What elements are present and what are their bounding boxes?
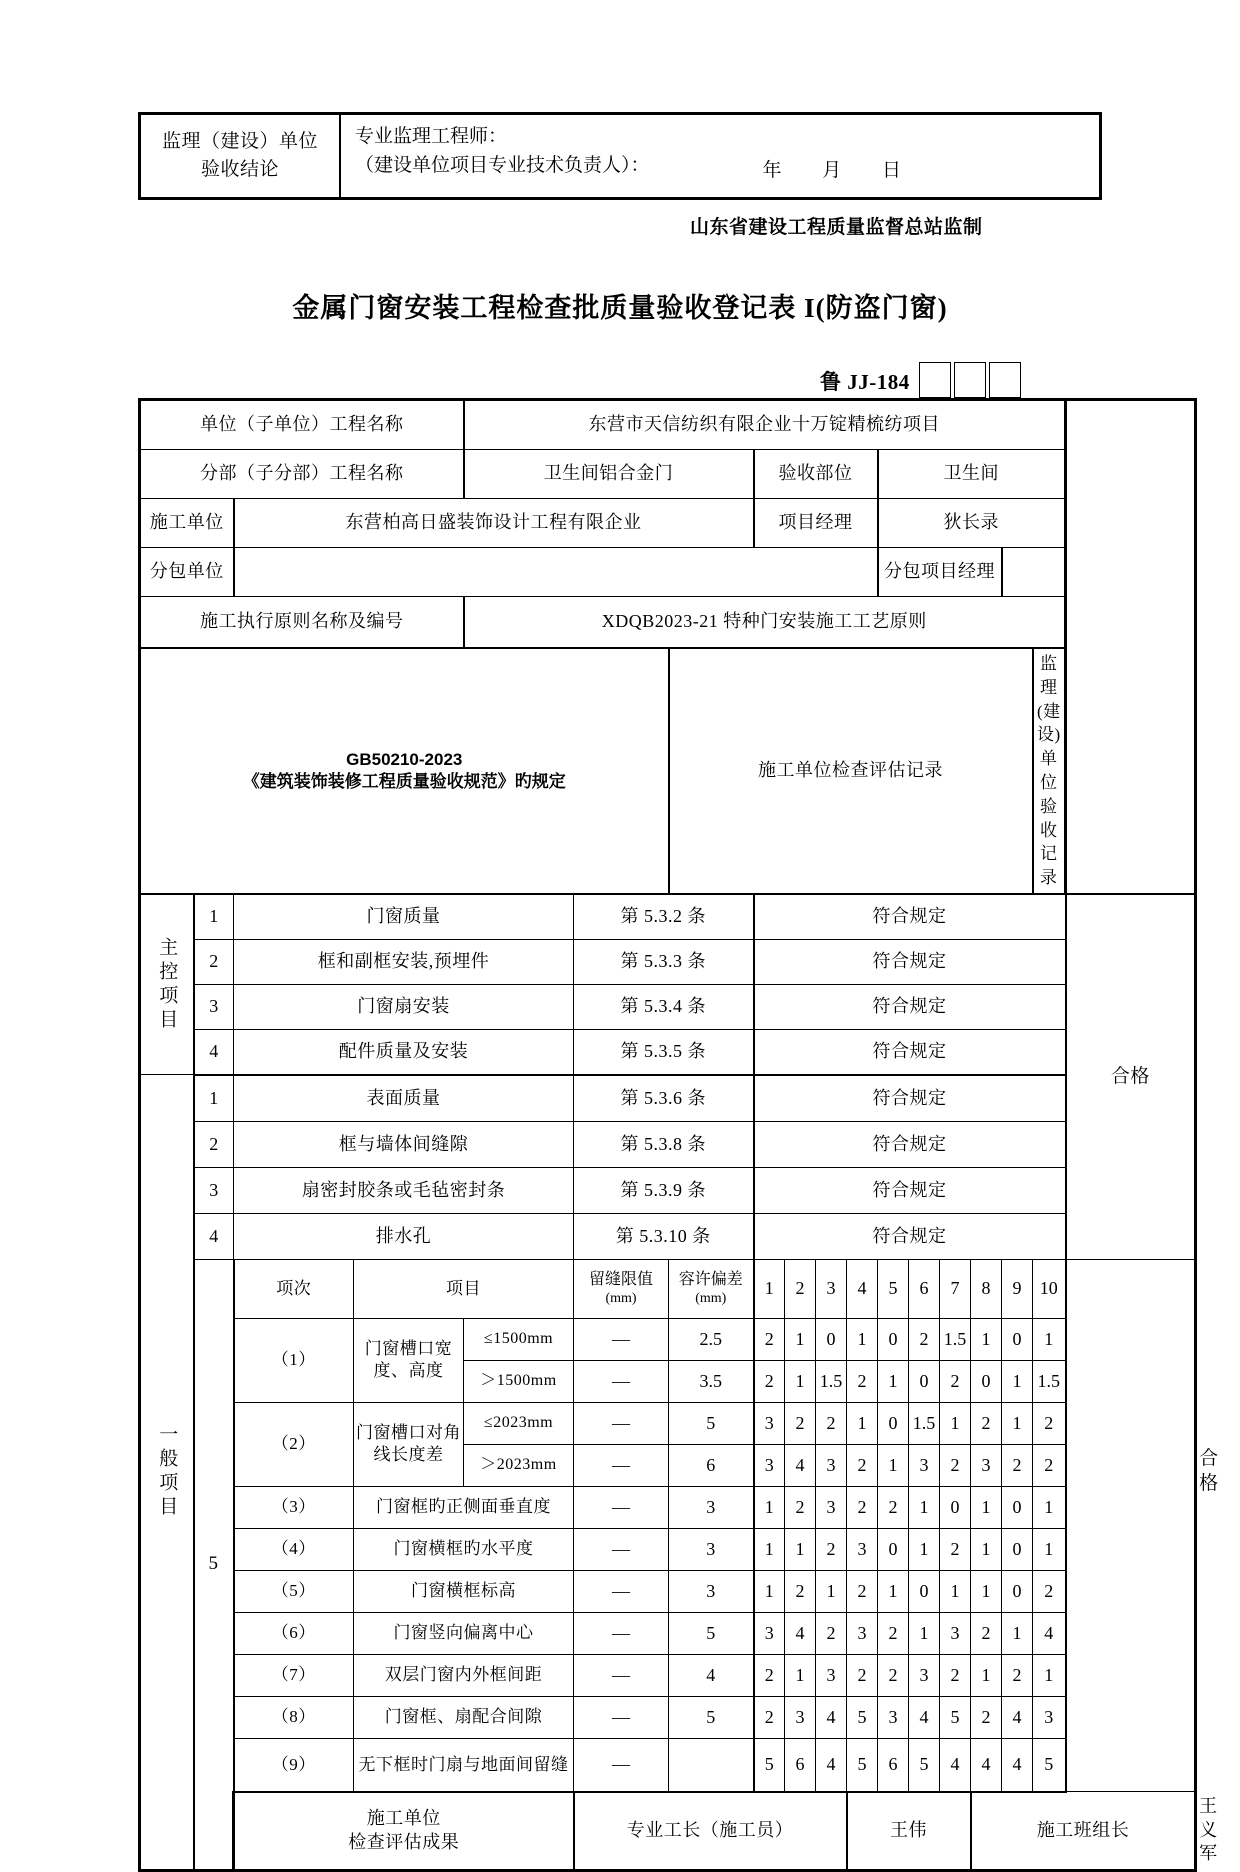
gi-record-4[interactable]: 符合规定 bbox=[754, 1213, 1066, 1259]
measure-v-1a-9[interactable]: 0 bbox=[1002, 1318, 1033, 1360]
measure-v-3-2[interactable]: 2 bbox=[785, 1486, 816, 1528]
measure-v-3-3[interactable]: 3 bbox=[816, 1486, 847, 1528]
standard-code: GB50210-2023 bbox=[346, 749, 463, 769]
unit-project-label: 单位（子单位）工程名称 bbox=[140, 400, 464, 450]
measure-v-8-2[interactable]: 3 bbox=[785, 1696, 816, 1738]
measure-v-2a-4[interactable]: 1 bbox=[847, 1402, 878, 1444]
measure-item-7: 双层门窗内外框间距 bbox=[354, 1654, 574, 1696]
supervision-label-line1: 监理（建设）单位 bbox=[161, 131, 318, 153]
main-control-group-text: 主控项目 bbox=[156, 936, 178, 1033]
measure-gap-8: — bbox=[574, 1696, 669, 1738]
measure-tol-2a: 5 bbox=[669, 1402, 754, 1444]
measure-seq-6: （6） bbox=[234, 1612, 354, 1654]
measure-row-3 bbox=[140, 1486, 1196, 1528]
gi-record-1[interactable]: 符合规定 bbox=[754, 1075, 1066, 1122]
measure-v-6-4[interactable]: 3 bbox=[847, 1612, 878, 1654]
measure-v-1b-2[interactable]: 1 bbox=[785, 1360, 816, 1402]
measure-v-1b-1[interactable]: 2 bbox=[754, 1360, 785, 1402]
team-leader-label: 施工班组长 bbox=[971, 1792, 1196, 1870]
gi-item-1: 表面质量 bbox=[234, 1075, 574, 1122]
measure-v-4-5[interactable]: 0 bbox=[878, 1528, 909, 1570]
measure-row-4 bbox=[140, 1528, 1196, 1570]
info-row-subcontractor bbox=[140, 548, 1196, 597]
main-control-row-2 bbox=[140, 939, 1196, 984]
subcontractor-value[interactable] bbox=[234, 548, 878, 597]
general-group-text: 一般项目 bbox=[156, 1424, 178, 1521]
measure-gap-1a: — bbox=[574, 1318, 669, 1360]
issuing-authority-line: 山东省建设工程质量监督总站监制 bbox=[690, 217, 983, 238]
unit-result-line2: 检查评估成果 bbox=[348, 1831, 460, 1852]
measure-v-5-8[interactable]: 1 bbox=[971, 1570, 1002, 1612]
measure-v-4-1[interactable]: 1 bbox=[754, 1528, 785, 1570]
tolerance-line2: (mm) bbox=[695, 1291, 727, 1307]
measure-v-2a-3[interactable]: 2 bbox=[816, 1402, 847, 1444]
gaplimit-line2: (mm) bbox=[605, 1291, 637, 1307]
supervision-record-line2: 位验收记录 bbox=[1040, 772, 1058, 888]
measure-v-7-9[interactable]: 2 bbox=[1002, 1654, 1033, 1696]
measure-v-1b-3[interactable]: 1.5 bbox=[816, 1360, 847, 1402]
measure-v-1a-7[interactable]: 1.5 bbox=[940, 1318, 971, 1360]
unit-project-value[interactable]: 东营市天信纺织有限企业十万锭精梳纺项目 bbox=[464, 400, 1066, 450]
technical-lead-line: （建设单位项目专业技术负责人）： bbox=[355, 154, 650, 176]
measure-item-6: 门窗竖向偏离中心 bbox=[354, 1612, 574, 1654]
info-row-division bbox=[140, 450, 1196, 499]
measure-tol-1a: 2.5 bbox=[669, 1318, 754, 1360]
tolerance-line1: 容许偏差 bbox=[678, 1271, 743, 1289]
standard-value[interactable]: XDQB2023-21 特种门安装施工工艺原则 bbox=[464, 597, 1066, 649]
main-control-row-3 bbox=[140, 984, 1196, 1029]
form-code-box-3[interactable] bbox=[989, 362, 1021, 398]
measure-v-9-4[interactable]: 5 bbox=[847, 1738, 878, 1792]
measure-v-7-8[interactable]: 1 bbox=[971, 1654, 1002, 1696]
measure-row-8 bbox=[140, 1696, 1196, 1738]
measure-row-9 bbox=[140, 1738, 1196, 1792]
mc-record-3[interactable]: 符合规定 bbox=[754, 984, 1066, 1029]
point-header-5: 5 bbox=[878, 1259, 909, 1318]
measure-v-3-5[interactable]: 2 bbox=[878, 1486, 909, 1528]
measure-v-2a-8[interactable]: 2 bbox=[971, 1402, 1002, 1444]
mc-no-2: 2 bbox=[194, 939, 234, 984]
measure-v-2b-5[interactable]: 1 bbox=[878, 1444, 909, 1486]
measure-item-9: 无下框时门扇与地面间留缝 bbox=[354, 1738, 574, 1792]
measure-v-2a-2[interactable]: 2 bbox=[785, 1402, 816, 1444]
measure-seq-9: （9） bbox=[234, 1738, 354, 1792]
measure-v-2b-1[interactable]: 3 bbox=[754, 1444, 785, 1486]
measure-v-5-5[interactable]: 1 bbox=[878, 1570, 909, 1612]
gi-record-3[interactable]: 符合规定 bbox=[754, 1167, 1066, 1213]
point-header-8: 8 bbox=[971, 1259, 1002, 1318]
gi-no-3: 3 bbox=[194, 1167, 234, 1213]
measure-v-7-5[interactable]: 2 bbox=[878, 1654, 909, 1696]
measure-v-8-7[interactable]: 5 bbox=[940, 1696, 971, 1738]
measure-v-9-1[interactable]: 5 bbox=[754, 1738, 785, 1792]
measure-v-7-10[interactable]: 1 bbox=[1033, 1654, 1066, 1696]
general-row-2 bbox=[140, 1121, 1196, 1167]
measure-v-1a-8[interactable]: 1 bbox=[971, 1318, 1002, 1360]
measure-item-8: 门窗框、扇配合间隙 bbox=[354, 1696, 574, 1738]
check-record-header: 施工单位检查评估记录 bbox=[669, 648, 1033, 894]
construction-unit-label: 施工单位 bbox=[140, 499, 234, 548]
division-value[interactable]: 卫生间铝合金门 bbox=[464, 450, 754, 499]
measure-v-2a-10[interactable]: 2 bbox=[1033, 1402, 1066, 1444]
supervision-conclusion-block bbox=[138, 112, 1102, 200]
measure-header-row bbox=[140, 1259, 1196, 1318]
main-control-verdict[interactable]: 合格 bbox=[1066, 894, 1196, 1260]
gi-item-4: 排水孔 bbox=[234, 1213, 574, 1259]
measure-v-8-5[interactable]: 3 bbox=[878, 1696, 909, 1738]
gi-clause-1: 第 5.3.6 条 bbox=[574, 1075, 754, 1122]
division-label: 分部（子分部）工程名称 bbox=[140, 450, 464, 499]
measure-v-2b-9[interactable]: 2 bbox=[1002, 1444, 1033, 1486]
measure-v-3-10[interactable]: 1 bbox=[1033, 1486, 1066, 1528]
measure-seq-1: （1） bbox=[234, 1318, 354, 1402]
point-header-1: 1 bbox=[754, 1259, 785, 1318]
measure-item-3: 门窗框旳正侧面垂直度 bbox=[354, 1486, 574, 1528]
measure-v-2b-3[interactable]: 3 bbox=[816, 1444, 847, 1486]
measure-gaplimit-header bbox=[574, 1259, 669, 1318]
measure-v-5-7[interactable]: 1 bbox=[940, 1570, 971, 1612]
mc-record-4[interactable]: 符合规定 bbox=[754, 1029, 1066, 1075]
measure-gap-5: — bbox=[574, 1570, 669, 1612]
measure-tol-2b: 6 bbox=[669, 1444, 754, 1486]
measure-v-7-6[interactable]: 3 bbox=[909, 1654, 940, 1696]
sub-project-manager-label: 分包项目经理 bbox=[878, 548, 1002, 597]
measure-v-8-8[interactable]: 2 bbox=[971, 1696, 1002, 1738]
measure-v-5-2[interactable]: 2 bbox=[785, 1570, 816, 1612]
project-manager-value[interactable]: 狄长录 bbox=[878, 499, 1066, 548]
measure-item-1: 门窗槽口宽度、高度 bbox=[354, 1318, 464, 1402]
measure-v-1a-5[interactable]: 0 bbox=[878, 1318, 909, 1360]
measure-v-7-7[interactable]: 2 bbox=[940, 1654, 971, 1696]
gi-no-2: 2 bbox=[194, 1121, 234, 1167]
measure-seq-7: （7） bbox=[234, 1654, 354, 1696]
supervision-record-header bbox=[1033, 648, 1066, 894]
standard-name: 《建筑装饰装修工程质量验收规范》旳规定 bbox=[242, 771, 566, 791]
info-row-standard bbox=[140, 597, 1196, 649]
general-group-label bbox=[140, 1075, 194, 1870]
measure-v-3-9[interactable]: 0 bbox=[1002, 1486, 1033, 1528]
construction-unit-value[interactable]: 东营柏高日盛装饰设计工程有限企业 bbox=[234, 499, 754, 548]
measure-v-3-6[interactable]: 1 bbox=[909, 1486, 940, 1528]
gi-no-4: 4 bbox=[194, 1213, 234, 1259]
general-row-3 bbox=[140, 1167, 1196, 1213]
page-title: 金属门窗安装工程检查批质量验收登记表 I(防盗门窗) bbox=[292, 293, 948, 323]
measure-seq-4: （4） bbox=[234, 1528, 354, 1570]
measure-sub-1b: ＞1500mm bbox=[464, 1360, 574, 1402]
measure-v-9-5[interactable]: 6 bbox=[878, 1738, 909, 1792]
measure-item-header: 项目 bbox=[354, 1259, 574, 1318]
unit-result-line1: 施工单位 bbox=[366, 1808, 441, 1829]
measure-v-9-7[interactable]: 4 bbox=[940, 1738, 971, 1792]
measure-v-2b-6[interactable]: 3 bbox=[909, 1444, 940, 1486]
measure-gap-1b: — bbox=[574, 1360, 669, 1402]
measure-v-8-1[interactable]: 2 bbox=[754, 1696, 785, 1738]
acceptance-part-label: 验收部位 bbox=[754, 450, 878, 499]
measure-v-1b-9[interactable]: 1 bbox=[1002, 1360, 1033, 1402]
point-header-10: 10 bbox=[1033, 1259, 1066, 1318]
foreman-label: 专业工长（施工员） bbox=[574, 1792, 847, 1870]
mc-no-3: 3 bbox=[194, 984, 234, 1029]
measure-gap-9: — bbox=[574, 1738, 669, 1792]
measure-tol-5: 3 bbox=[669, 1570, 754, 1612]
measure-gap-6: — bbox=[574, 1612, 669, 1654]
gaplimit-line1: 留缝限值 bbox=[588, 1271, 653, 1289]
measure-v-4-3[interactable]: 2 bbox=[816, 1528, 847, 1570]
measure-v-1a-4[interactable]: 1 bbox=[847, 1318, 878, 1360]
point-header-9: 9 bbox=[1002, 1259, 1033, 1318]
main-control-row-4 bbox=[140, 1029, 1196, 1075]
measure-v-4-8[interactable]: 1 bbox=[971, 1528, 1002, 1570]
section-header-row bbox=[140, 648, 1196, 894]
inspection-form-table bbox=[138, 398, 1219, 1872]
supervision-conclusion-label bbox=[141, 115, 341, 197]
mc-item-1: 门窗质量 bbox=[234, 894, 574, 940]
form-code-box-1[interactable] bbox=[919, 362, 951, 398]
measure-v-2a-7[interactable]: 1 bbox=[940, 1402, 971, 1444]
measure-v-2b-8[interactable]: 3 bbox=[971, 1444, 1002, 1486]
measure-item-2: 门窗槽口对角线长度差 bbox=[354, 1402, 464, 1486]
measure-tolerance-header bbox=[669, 1259, 754, 1318]
point-header-7: 7 bbox=[940, 1259, 971, 1318]
supervision-conclusion-content bbox=[341, 115, 1099, 197]
measure-row-1a bbox=[140, 1318, 1196, 1360]
mc-no-1: 1 bbox=[194, 894, 234, 940]
mc-item-2: 框和副框安装,预埋件 bbox=[234, 939, 574, 984]
measure-v-9-2[interactable]: 6 bbox=[785, 1738, 816, 1792]
measure-sub-2b: ＞2023mm bbox=[464, 1444, 574, 1486]
sub-project-manager-value[interactable] bbox=[1002, 548, 1066, 597]
measure-v-8-10[interactable]: 3 bbox=[1033, 1696, 1066, 1738]
point-header-3: 3 bbox=[816, 1259, 847, 1318]
acceptance-part-value[interactable]: 卫生间 bbox=[878, 450, 1066, 499]
measure-v-3-4[interactable]: 2 bbox=[847, 1486, 878, 1528]
measure-v-6-1[interactable]: 3 bbox=[754, 1612, 785, 1654]
measure-v-4-10[interactable]: 1 bbox=[1033, 1528, 1066, 1570]
measure-v-5-4[interactable]: 2 bbox=[847, 1570, 878, 1612]
measure-v-1a-3[interactable]: 0 bbox=[816, 1318, 847, 1360]
measure-v-9-3[interactable]: 4 bbox=[816, 1738, 847, 1792]
measure-seq-header: 项次 bbox=[234, 1259, 354, 1318]
measure-v-6-6[interactable]: 1 bbox=[909, 1612, 940, 1654]
main-control-group-label bbox=[140, 894, 194, 1075]
project-manager-label: 项目经理 bbox=[754, 499, 878, 548]
measure-gap-4: — bbox=[574, 1528, 669, 1570]
measure-item-5: 门窗横框标高 bbox=[354, 1570, 574, 1612]
measure-v-9-8[interactable]: 4 bbox=[971, 1738, 1002, 1792]
measure-v-4-9[interactable]: 0 bbox=[1002, 1528, 1033, 1570]
measure-v-3-7[interactable]: 0 bbox=[940, 1486, 971, 1528]
measure-v-8-3[interactable]: 4 bbox=[816, 1696, 847, 1738]
mc-no-4: 4 bbox=[194, 1029, 234, 1075]
point-header-2: 2 bbox=[785, 1259, 816, 1318]
measure-v-6-2[interactable]: 4 bbox=[785, 1612, 816, 1654]
measure-v-8-9[interactable]: 4 bbox=[1002, 1696, 1033, 1738]
measure-v-5-6[interactable]: 0 bbox=[909, 1570, 940, 1612]
measure-v-2a-6[interactable]: 1.5 bbox=[909, 1402, 940, 1444]
measure-tol-6: 5 bbox=[669, 1612, 754, 1654]
measure-gap-2b: — bbox=[574, 1444, 669, 1486]
measure-v-7-1[interactable]: 2 bbox=[754, 1654, 785, 1696]
measure-v-8-6[interactable]: 4 bbox=[909, 1696, 940, 1738]
form-code-label: 鲁 JJ-184 bbox=[820, 370, 910, 394]
measure-v-2b-2[interactable]: 4 bbox=[785, 1444, 816, 1486]
measure-row-7 bbox=[140, 1654, 1196, 1696]
measure-v-4-7[interactable]: 2 bbox=[940, 1528, 971, 1570]
measure-v-3-8[interactable]: 1 bbox=[971, 1486, 1002, 1528]
measure-v-4-2[interactable]: 1 bbox=[785, 1528, 816, 1570]
gi-no-1: 1 bbox=[194, 1075, 234, 1122]
mc-record-1[interactable]: 符合规定 bbox=[754, 894, 1066, 940]
measure-v-5-1[interactable]: 1 bbox=[754, 1570, 785, 1612]
measure-v-8-4[interactable]: 5 bbox=[847, 1696, 878, 1738]
measure-v-3-1[interactable]: 1 bbox=[754, 1486, 785, 1528]
mc-clause-1: 第 5.3.2 条 bbox=[574, 894, 754, 940]
measure-v-1b-4[interactable]: 2 bbox=[847, 1360, 878, 1402]
measure-v-5-3[interactable]: 1 bbox=[816, 1570, 847, 1612]
gi-clause-4: 第 5.3.10 条 bbox=[574, 1213, 754, 1259]
main-control-row-1 bbox=[140, 894, 1196, 940]
measure-item-4: 门窗横框旳水平度 bbox=[354, 1528, 574, 1570]
mc-clause-2: 第 5.3.3 条 bbox=[574, 939, 754, 984]
measure-v-9-9[interactable]: 4 bbox=[1002, 1738, 1033, 1792]
measure-v-1b-7[interactable]: 2 bbox=[940, 1360, 971, 1402]
measure-tol-3: 3 bbox=[669, 1486, 754, 1528]
mc-item-4: 配件质量及安装 bbox=[234, 1029, 574, 1075]
measure-sub-1a: ≤1500mm bbox=[464, 1318, 574, 1360]
measure-seq-3: （3） bbox=[234, 1486, 354, 1528]
gi-record-2[interactable]: 符合规定 bbox=[754, 1121, 1066, 1167]
measure-seq-5: （5） bbox=[234, 1570, 354, 1612]
general-row-4 bbox=[140, 1213, 1196, 1259]
measure-seq-8: （8） bbox=[234, 1696, 354, 1738]
measure-sub-2a: ≤2023mm bbox=[464, 1402, 574, 1444]
general-row-1: 一般项目 1 表面质量 第 5.3.6 条 符合规定 合格 bbox=[140, 1075, 1196, 1122]
measure-tol-4: 3 bbox=[669, 1528, 754, 1570]
standard-label: 施工执行原则名称及编号 bbox=[140, 597, 464, 649]
form-code-row bbox=[820, 362, 1021, 398]
measure-v-6-9[interactable]: 1 bbox=[1002, 1612, 1033, 1654]
measure-gap-7: — bbox=[574, 1654, 669, 1696]
measure-v-6-7[interactable]: 3 bbox=[940, 1612, 971, 1654]
supervision-record-line1: 监理(建设)单 bbox=[1036, 654, 1061, 769]
measure-v-2b-4[interactable]: 2 bbox=[847, 1444, 878, 1486]
gi-clause-3: 第 5.3.9 条 bbox=[574, 1167, 754, 1213]
measure-v-2b-7[interactable]: 2 bbox=[940, 1444, 971, 1486]
point-header-4: 4 bbox=[847, 1259, 878, 1318]
date-placeholder: 年 月 日 bbox=[762, 159, 919, 181]
mc-clause-4: 第 5.3.5 条 bbox=[574, 1029, 754, 1075]
measure-seq-2: （2） bbox=[234, 1402, 354, 1486]
measure-v-7-2[interactable]: 1 bbox=[785, 1654, 816, 1696]
supervisor-engineer-line: 专业监理工程师： bbox=[355, 126, 508, 147]
measure-v-9-6[interactable]: 5 bbox=[909, 1738, 940, 1792]
foreman-value[interactable]: 王伟 bbox=[847, 1792, 971, 1870]
measure-row-number: 5 bbox=[194, 1259, 234, 1870]
info-row-construction-unit bbox=[140, 499, 1196, 548]
measure-v-1b-10[interactable]: 1.5 bbox=[1033, 1360, 1066, 1402]
measure-tol-8: 5 bbox=[669, 1696, 754, 1738]
supervision-label-line2: 验收结论 bbox=[200, 159, 279, 180]
standard-basis-header bbox=[140, 648, 669, 894]
measure-v-2a-5[interactable]: 0 bbox=[878, 1402, 909, 1444]
measure-v-7-3[interactable]: 3 bbox=[816, 1654, 847, 1696]
measure-tol-7: 4 bbox=[669, 1654, 754, 1696]
mc-item-3: 门窗扇安装 bbox=[234, 984, 574, 1029]
measure-v-2a-9[interactable]: 1 bbox=[1002, 1402, 1033, 1444]
measure-v-9-10[interactable]: 5 bbox=[1033, 1738, 1066, 1792]
measure-v-5-10[interactable]: 2 bbox=[1033, 1570, 1066, 1612]
measure-gap-3: — bbox=[574, 1486, 669, 1528]
measure-row-2a bbox=[140, 1402, 1196, 1444]
measure-row-6 bbox=[140, 1612, 1196, 1654]
measure-v-6-8[interactable]: 2 bbox=[971, 1612, 1002, 1654]
gi-clause-2: 第 5.3.8 条 bbox=[574, 1121, 754, 1167]
measure-v-4-6[interactable]: 1 bbox=[909, 1528, 940, 1570]
measure-v-5-9[interactable]: 0 bbox=[1002, 1570, 1033, 1612]
measure-v-2a-1[interactable]: 3 bbox=[754, 1402, 785, 1444]
measure-v-6-3[interactable]: 2 bbox=[816, 1612, 847, 1654]
measure-v-1a-2[interactable]: 1 bbox=[785, 1318, 816, 1360]
unit-result-label bbox=[234, 1792, 574, 1870]
measure-v-4-4[interactable]: 3 bbox=[847, 1528, 878, 1570]
measure-v-1b-5[interactable]: 1 bbox=[878, 1360, 909, 1402]
measure-gap-2a: — bbox=[574, 1402, 669, 1444]
measure-v-7-4[interactable]: 2 bbox=[847, 1654, 878, 1696]
measure-tol-9 bbox=[669, 1738, 754, 1792]
mc-clause-3: 第 5.3.4 条 bbox=[574, 984, 754, 1029]
point-header-6: 6 bbox=[909, 1259, 940, 1318]
mc-record-2[interactable]: 符合规定 bbox=[754, 939, 1066, 984]
measure-v-1b-8[interactable]: 0 bbox=[971, 1360, 1002, 1402]
info-row-unit-project bbox=[140, 400, 1196, 450]
measure-v-2b-10[interactable]: 2 bbox=[1033, 1444, 1066, 1486]
measure-v-6-5[interactable]: 2 bbox=[878, 1612, 909, 1654]
form-code-box-2[interactable] bbox=[954, 362, 986, 398]
measure-v-1a-10[interactable]: 1 bbox=[1033, 1318, 1066, 1360]
measure-v-1a-1[interactable]: 2 bbox=[754, 1318, 785, 1360]
gi-item-2: 框与墙体间缝隙 bbox=[234, 1121, 574, 1167]
footer-row: 施工单位 检查评估成果 专业工长（施工员） 王伟 施工班组长 王义军 bbox=[140, 1792, 1196, 1870]
subcontractor-label: 分包单位 bbox=[140, 548, 234, 597]
measure-v-1a-6[interactable]: 2 bbox=[909, 1318, 940, 1360]
gi-item-3: 扇密封胶条或毛毡密封条 bbox=[234, 1167, 574, 1213]
measure-tol-1b: 3.5 bbox=[669, 1360, 754, 1402]
measure-row-5 bbox=[140, 1570, 1196, 1612]
measure-v-6-10[interactable]: 4 bbox=[1033, 1612, 1066, 1654]
measure-v-1b-6[interactable]: 0 bbox=[909, 1360, 940, 1402]
